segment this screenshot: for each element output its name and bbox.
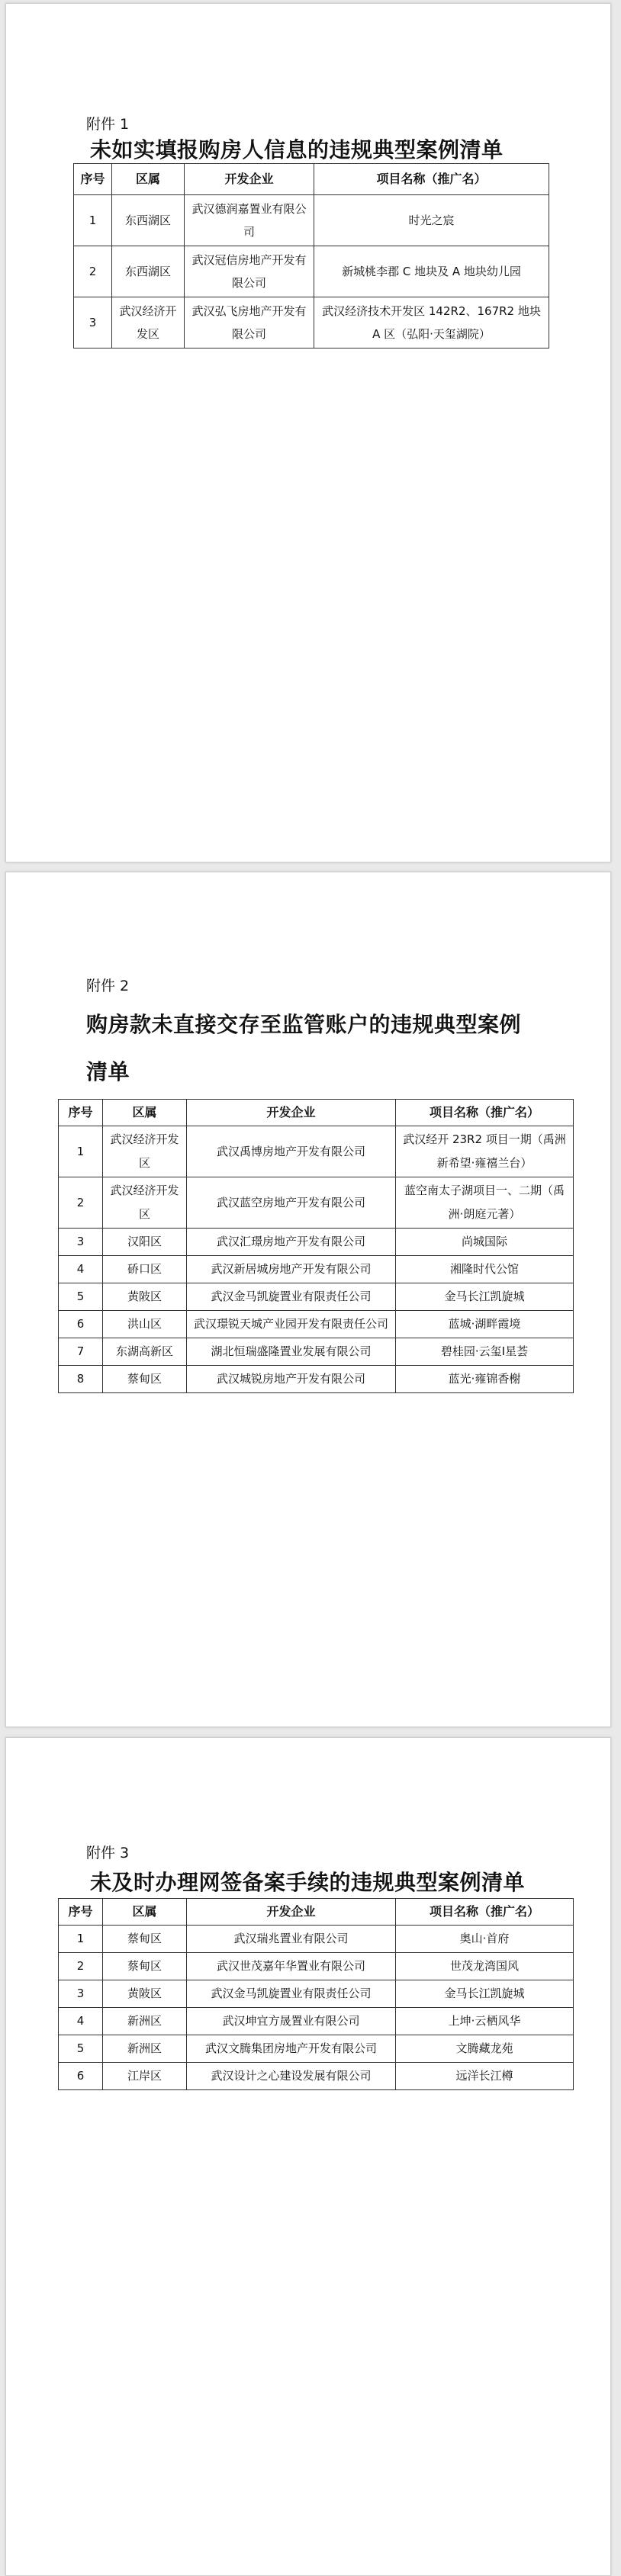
annex-3-label: 附件 3 <box>86 1845 130 1861</box>
cell-col-index: 6 <box>59 1311 103 1338</box>
cell-col-developer: 湖北恒瑞盛隆置业发展有限公司 <box>187 1338 396 1366</box>
header-col-developer: 开发企业 <box>187 1899 396 1926</box>
cell-col-index: 1 <box>74 195 112 246</box>
cell-col-index: 4 <box>59 1256 103 1283</box>
cell-col-developer: 武汉文腾集团房地产开发有限公司 <box>187 2035 396 2063</box>
cell-col-project: 上坤·云栖风华 <box>396 2008 574 2035</box>
cell-col-project: 世茂龙湾国风 <box>396 1953 574 1980</box>
cell-col-district: 新洲区 <box>103 2008 187 2035</box>
table-row <box>59 1256 574 1283</box>
cell-col-district: 黄陂区 <box>103 1980 187 2008</box>
cell-col-district: 蔡甸区 <box>103 1366 187 1393</box>
cell-col-district: 东西湖区 <box>112 246 185 297</box>
cell-col-index: 2 <box>59 1953 103 1980</box>
cell-col-project: 时光之宸 <box>314 195 549 246</box>
cell-col-district: 东湖高新区 <box>103 1338 187 1366</box>
header-col-district: 区属 <box>112 164 185 195</box>
header-col-project: 项目名称（推广名） <box>396 1100 574 1126</box>
cell-col-district: 武汉经济开发区 <box>112 297 185 348</box>
header-col-developer: 开发企业 <box>185 164 314 195</box>
table-row <box>59 1283 574 1311</box>
annex-2-label: 附件 2 <box>86 978 130 994</box>
cell-col-index: 4 <box>59 2008 103 2035</box>
cell-col-developer: 武汉德润嘉置业有限公司 <box>185 195 314 246</box>
cell-col-project: 武汉经济技术开发区 142R2、167R2 地块 A 区（弘阳·天玺湖院） <box>314 297 549 348</box>
page-annex-1 <box>5 3 611 862</box>
table-row <box>59 2035 574 2063</box>
cell-col-developer: 武汉汇璟房地产开发有限公司 <box>187 1229 396 1256</box>
cell-col-developer: 武汉设计之心建设发展有限公司 <box>187 2063 396 2090</box>
cell-col-project: 文腾藏龙苑 <box>396 2035 574 2063</box>
cell-col-developer: 武汉新居城房地产开发有限公司 <box>187 1256 396 1283</box>
cell-col-index: 5 <box>59 1283 103 1311</box>
cell-col-developer: 武汉璟锐天城产业园开发有限责任公司 <box>187 1311 396 1338</box>
cell-col-district: 硚口区 <box>103 1256 187 1283</box>
header-col-index: 序号 <box>74 164 112 195</box>
cell-col-district: 江岸区 <box>103 2063 187 2090</box>
cell-col-district: 汉阳区 <box>103 1229 187 1256</box>
header-col-index: 序号 <box>59 1899 103 1926</box>
cell-col-index: 8 <box>59 1366 103 1393</box>
cell-col-developer: 武汉瑞兆置业有限公司 <box>187 1926 396 1953</box>
cell-col-project: 蓝空南太子湖项目一、二期（禹洲·朗庭元著） <box>396 1177 574 1229</box>
cell-col-developer: 武汉弘飞房地产开发有限公司 <box>185 297 314 348</box>
cell-col-developer: 武汉金马凯旋置业有限责任公司 <box>187 1283 396 1311</box>
table-row <box>74 195 549 246</box>
table-row <box>59 1177 574 1229</box>
header-col-district: 区属 <box>103 1899 187 1926</box>
table-header-row <box>74 164 549 195</box>
cell-col-project: 远洋长江樽 <box>396 2063 574 2090</box>
annex-3-table <box>58 1898 574 2090</box>
cell-col-project: 碧桂园·云玺Ⅰ星荟 <box>396 1338 574 1366</box>
header-col-project: 项目名称（推广名） <box>396 1899 574 1926</box>
cell-col-developer: 武汉冠信房地产开发有限公司 <box>185 246 314 297</box>
table-row <box>59 2008 574 2035</box>
cell-col-index: 7 <box>59 1338 103 1366</box>
cell-col-project: 金马长江凯旋城 <box>396 1283 574 1311</box>
cell-col-index: 1 <box>59 1126 103 1177</box>
cell-col-district: 东西湖区 <box>112 195 185 246</box>
annex-2-title-line2: 清单 <box>86 1059 130 1084</box>
cell-col-developer: 武汉城锐房地产开发有限公司 <box>187 1366 396 1393</box>
cell-col-project: 奥山·首府 <box>396 1926 574 1953</box>
cell-col-index: 2 <box>59 1177 103 1229</box>
cell-col-developer: 武汉坤宜方晟置业有限公司 <box>187 2008 396 2035</box>
cell-col-developer: 武汉金马凯旋置业有限责任公司 <box>187 1980 396 2008</box>
cell-col-district: 蔡甸区 <box>103 1926 187 1953</box>
table-row <box>59 1926 574 1953</box>
annex-1-label: 附件 1 <box>86 116 130 133</box>
table-row <box>74 246 549 297</box>
table-row <box>59 1953 574 1980</box>
annex-1-title: 未如实填报购房人信息的违规典型案例清单 <box>90 137 504 162</box>
cell-col-index: 2 <box>74 246 112 297</box>
cell-col-district: 蔡甸区 <box>103 1953 187 1980</box>
cell-col-index: 3 <box>59 1229 103 1256</box>
cell-col-project: 湘隆时代公馆 <box>396 1256 574 1283</box>
page-annex-2 <box>5 872 611 1727</box>
annex-2-table <box>58 1099 574 1393</box>
annex-3-title: 未及时办理网签备案手续的违规典型案例清单 <box>90 1870 526 1895</box>
header-col-project: 项目名称（推广名） <box>314 164 549 195</box>
table-row <box>59 1980 574 2008</box>
cell-col-project: 武汉经开 23R2 项目一期（禹洲新希望·雍禧兰台） <box>396 1126 574 1177</box>
table-header-row <box>59 1100 574 1126</box>
annex-1-table <box>73 163 549 348</box>
cell-col-district: 洪山区 <box>103 1311 187 1338</box>
cell-col-project: 尚城国际 <box>396 1229 574 1256</box>
cell-col-project: 蓝城·湖畔霞境 <box>396 1311 574 1338</box>
header-col-index: 序号 <box>59 1100 103 1126</box>
table-row <box>59 1311 574 1338</box>
cell-col-developer: 武汉世茂嘉年华置业有限公司 <box>187 1953 396 1980</box>
table-row <box>74 297 549 348</box>
page-annex-3 <box>5 1737 611 2576</box>
table-row <box>59 1366 574 1393</box>
cell-col-project: 蓝光·雍锦香榭 <box>396 1366 574 1393</box>
cell-col-district: 黄陂区 <box>103 1283 187 1311</box>
annex-2-title-line1: 购房款未直接交存至监管账户的违规典型案例 <box>86 1012 522 1037</box>
cell-col-index: 1 <box>59 1926 103 1953</box>
cell-col-developer: 武汉蓝空房地产开发有限公司 <box>187 1177 396 1229</box>
cell-col-index: 3 <box>74 297 112 348</box>
header-col-developer: 开发企业 <box>187 1100 396 1126</box>
cell-col-project: 新城桃李郡 C 地块及 A 地块幼儿园 <box>314 246 549 297</box>
cell-col-district: 武汉经济开发区 <box>103 1177 187 1229</box>
table-row <box>59 2063 574 2090</box>
cell-col-district: 武汉经济开发区 <box>103 1126 187 1177</box>
cell-col-district: 新洲区 <box>103 2035 187 2063</box>
table-row <box>59 1126 574 1177</box>
cell-col-index: 6 <box>59 2063 103 2090</box>
cell-col-developer: 武汉禹博房地产开发有限公司 <box>187 1126 396 1177</box>
cell-col-index: 5 <box>59 2035 103 2063</box>
table-row <box>59 1229 574 1256</box>
cell-col-index: 3 <box>59 1980 103 2008</box>
table-header-row <box>59 1899 574 1926</box>
table-row <box>59 1338 574 1366</box>
cell-col-project: 金马长江凯旋城 <box>396 1980 574 2008</box>
header-col-district: 区属 <box>103 1100 187 1126</box>
